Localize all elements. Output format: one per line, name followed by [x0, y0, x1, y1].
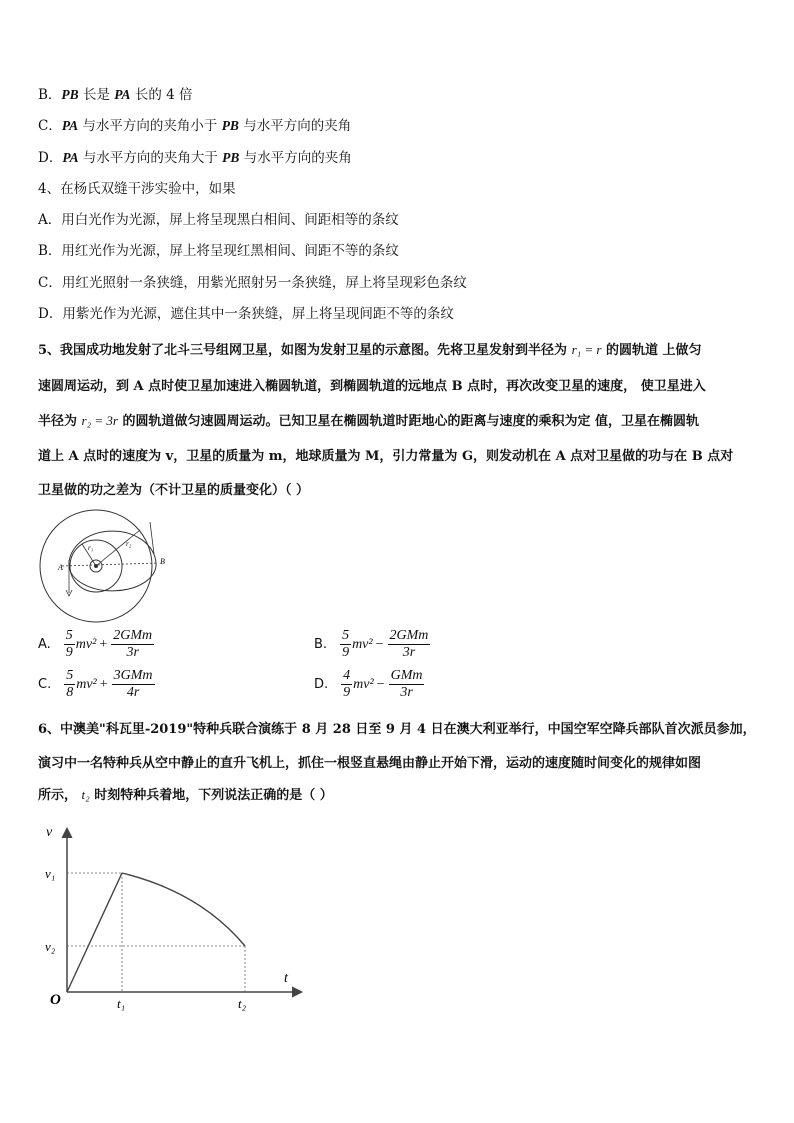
q4-option-a: A．用白光作为光源，屏上将呈现黑白相间、间距相等的条纹 — [38, 212, 399, 228]
q3-option-d: D．PA 与水平方向的夹角大于 PB 与水平方向的夹角 — [38, 150, 352, 166]
frac: $\frac{5}{9}$ — [65, 628, 73, 660]
q5-option-a-expr: $\frac{5}{9}$ mv² + $\frac{\text{2GMm}}{3r}$ — [65, 628, 153, 660]
label-t: t — [284, 971, 288, 986]
frac: $\frac{5}{9}$ — [342, 628, 350, 660]
q4-option-d: D．用紫光作为光源，遮住其中一条狭缝，屏上将呈现间距不等的条纹 — [38, 306, 454, 322]
q4-option-b: B．用红光作为光源，屏上将呈现红黑相间、间距不等的条纹 — [38, 243, 399, 259]
q5-option-b-expr: $\frac{5}{9}$ mv² − $\frac{\text{2GMm}}{3r}$ — [342, 628, 429, 660]
orbit-diagram — [36, 508, 166, 628]
label-A: A — [58, 563, 63, 572]
label-origin: O — [50, 992, 61, 1008]
frac: $\frac{5}{8}$ — [66, 668, 74, 700]
v-axis-arrow — [62, 828, 72, 838]
velocity-time-graph — [40, 822, 310, 1012]
decel-curve — [122, 873, 245, 946]
frac: $\frac{4}{9}$ — [343, 668, 351, 700]
label-r1: r₁ — [88, 544, 94, 552]
label-v2: v₂ — [45, 939, 56, 954]
transfer-ellipse — [69, 531, 156, 591]
q5-stem-line5: 卫星做的功之差为（不计卫星的质量变化）（ ） — [38, 483, 310, 498]
q5-option-c: C. $\frac{5}{8}$ mv² + $\frac{\text{3GMm}}{4r}$ — [38, 668, 156, 701]
q6-stem-line3: 所示， t₂ 时刻特种兵着地，下列说法正确的是（ ） — [38, 787, 333, 803]
q4-option-c: C．用红光照射一条狭缝，用紫光照射另一条狭缝，屏上将呈现彩色条纹 — [38, 275, 467, 291]
accel-segment — [67, 873, 122, 992]
frac: $\frac{\text{2GMm}}{3r}$ — [113, 628, 153, 660]
t-axis-arrow — [292, 987, 302, 997]
q5-stem-line4: 道上 A 点时的速度为 v，卫星的质量为 m，地球质量为 M，引力常量为 G，则发动机在 A 点对卫星做的功与在 B 点对 — [38, 449, 734, 464]
q5-option-b: B. $\frac{5}{9}$ mv² − $\frac{\text{2GMm}}{3r}$ — [314, 628, 431, 661]
q3-option-c: C．PA 与水平方向的夹角小于 PB 与水平方向的夹角 — [38, 118, 352, 134]
label-t1: t₁ — [117, 996, 126, 1011]
q5-stem-line2: 速圆周运动，到 A 点时使卫星加速进入椭圆轨道，到椭圆轨道的远地点 B 点时，再次改变卫星的速度， 使卫星进入 — [38, 379, 706, 394]
label-B: B — [160, 557, 165, 566]
q5-option-d-expr: $\frac{4}{9}$ mv² − $\frac{\text{GMm}}{3r}$ — [343, 668, 423, 700]
q5-stem-line3: 半径为 r₂ = 3r 的圆轨道做匀速圆周运动。已知卫星在椭圆轨道时距地心的距离与速度的乘积为定 值，卫星在椭圆轨 — [38, 413, 700, 429]
q6-stem-line1: 6、中澳美"科瓦里-2019"特种兵联合演练于 8 月 28 日至 9 月 4 日在澳大利亚举行，中国空军空降兵部队首次派员参加， — [38, 722, 756, 737]
label-v: v — [46, 825, 53, 840]
label-v1: v₁ — [45, 866, 56, 881]
radius-r2 — [96, 530, 140, 566]
q4-stem: 4、在杨氏双缝干涉实验中，如果 — [38, 181, 236, 197]
frac: $\frac{\text{3GMm}}{4r}$ — [113, 668, 153, 700]
velocity-arrow-top — [150, 522, 154, 554]
q5-option-d: D. $\frac{4}{9}$ mv² − $\frac{\text{GMm}}{3r}$ — [314, 668, 425, 701]
frac: $\frac{\text{GMm}}{3r}$ — [390, 668, 423, 700]
label-r2: r₂ — [126, 540, 132, 548]
frac: $\frac{\text{2GMm}}{3r}$ — [389, 628, 429, 660]
q5-stem-line1: 5、我国成功地发射了北斗三号组网卫星，如图为发射卫星的示意图。先将卫星发射到半径为 r₁ = r 的圆轨道 上做匀 — [38, 342, 702, 358]
label-t2: t₂ — [238, 996, 247, 1011]
q5-option-c-expr: $\frac{5}{8}$ mv² + $\frac{\text{3GMm}}{4r}$ — [66, 668, 153, 700]
q5-option-a: A. $\frac{5}{9}$ mv² + $\frac{\text{2GMm}}{3r}$ — [38, 628, 155, 661]
q3-option-b: B．PB 长是 PA 长的 4 倍 — [38, 87, 193, 103]
q6-stem-line2: 演习中一名特种兵从空中静止的直升飞机上，抓住一根竖直悬绳由静止开始下滑，运动的速度随时间变化的规律如图 — [38, 756, 702, 771]
line-ab — [62, 563, 158, 566]
